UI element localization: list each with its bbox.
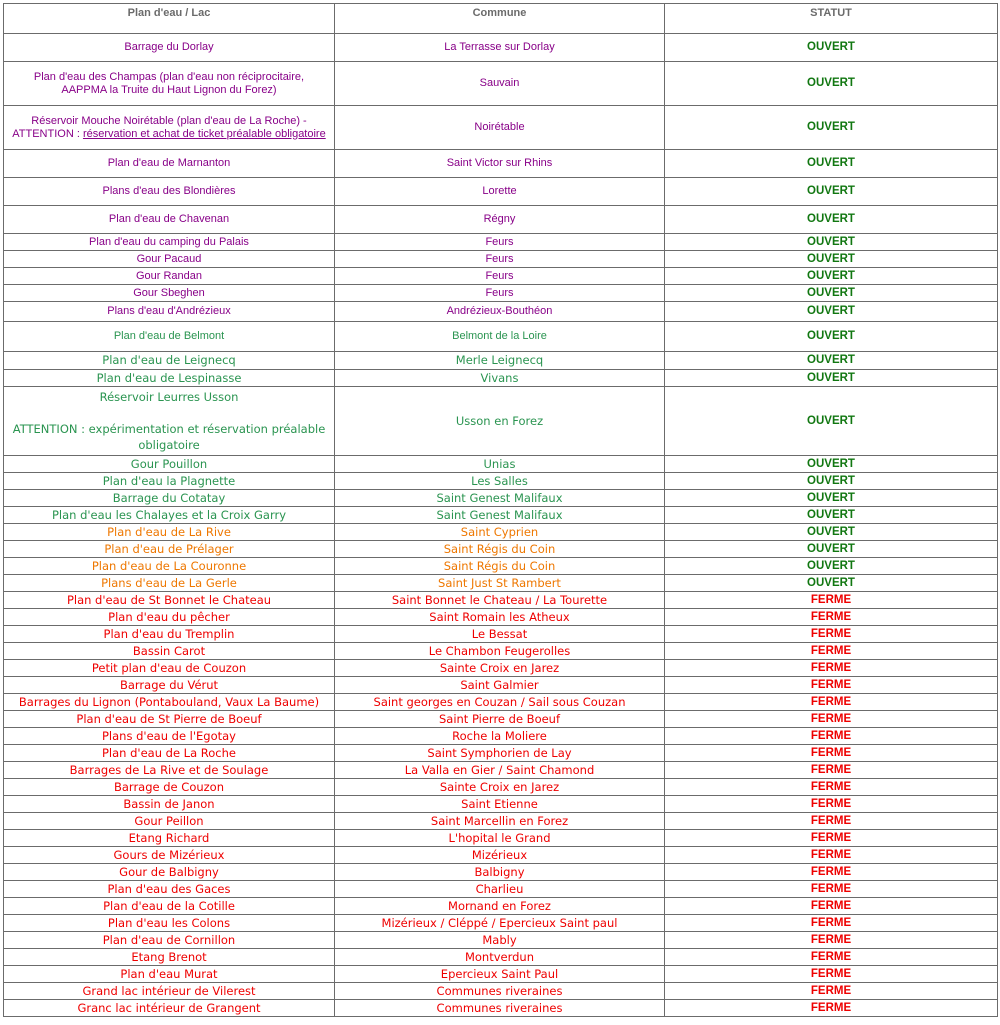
status-cell: OUVERT <box>665 62 998 106</box>
status-cell: FERME <box>665 983 998 1000</box>
status-cell: FERME <box>665 830 998 847</box>
commune-cell: Lorette <box>335 178 665 206</box>
status-cell: FERME <box>665 660 998 677</box>
commune-cell: Balbigny <box>335 864 665 881</box>
lake-name: Plans d'eau d'Andrézieux <box>4 302 335 322</box>
table-row <box>4 847 998 864</box>
status-cell: FERME <box>665 609 998 626</box>
table-row <box>4 677 998 694</box>
status-cell: FERME <box>665 592 998 609</box>
commune-cell: Sauvain <box>335 62 665 106</box>
status-cell: OUVERT <box>665 352 998 370</box>
commune-cell: Epercieux Saint Paul <box>335 966 665 983</box>
commune-cell: Saint georges en Couzan / Sail sous Couzan <box>335 694 665 711</box>
table-row <box>4 711 998 728</box>
status-cell: OUVERT <box>665 490 998 507</box>
status-cell: FERME <box>665 813 998 830</box>
table-row <box>4 456 998 473</box>
commune-cell: Merle Leignecq <box>335 352 665 370</box>
commune-cell: Roche la Moliere <box>335 728 665 745</box>
status-cell: OUVERT <box>665 370 998 387</box>
table-row <box>4 643 998 660</box>
table-row <box>4 62 998 106</box>
table-header-row <box>4 4 998 34</box>
status-cell: OUVERT <box>665 234 998 251</box>
table-row <box>4 524 998 541</box>
lake-name: Gour Pacaud <box>4 251 335 268</box>
status-cell: FERME <box>665 762 998 779</box>
lake-name: Barrage du Vérut <box>4 677 335 694</box>
commune-cell: Montverdun <box>335 949 665 966</box>
commune-cell: Saint Bonnet le Chateau / La Tourette <box>335 592 665 609</box>
status-cell: FERME <box>665 864 998 881</box>
status-cell: OUVERT <box>665 387 998 456</box>
lake-name-line: ATTENTION : <box>12 127 83 140</box>
status-cell: OUVERT <box>665 302 998 322</box>
commune-cell: Feurs <box>335 251 665 268</box>
table-row <box>4 206 998 234</box>
commune-cell: Saint Galmier <box>335 677 665 694</box>
table-row <box>4 490 998 507</box>
lake-name: Barrage de Couzon <box>4 779 335 796</box>
status-cell: FERME <box>665 898 998 915</box>
table-row <box>4 34 998 62</box>
table-row <box>4 302 998 322</box>
table-row <box>4 150 998 178</box>
commune-cell: Communes riveraines <box>335 1000 665 1017</box>
commune-cell: Régny <box>335 206 665 234</box>
status-cell: OUVERT <box>665 285 998 302</box>
lake-name: Plan d'eau des Gaces <box>4 881 335 898</box>
commune-cell: La Terrasse sur Dorlay <box>335 34 665 62</box>
lake-name: Gours de Mizérieux <box>4 847 335 864</box>
lake-name: Petit plan d'eau de Couzon <box>4 660 335 677</box>
lake-name: Plan d'eau la Plagnette <box>4 473 335 490</box>
status-cell: FERME <box>665 949 998 966</box>
table-row <box>4 1000 998 1017</box>
commune-cell: Communes riveraines <box>335 983 665 1000</box>
lake-name: Plan d'eau de St Bonnet le Chateau <box>4 592 335 609</box>
status-cell: OUVERT <box>665 34 998 62</box>
lake-name: Barrages du Lignon (Pontabouland, Vaux La Baume) <box>4 694 335 711</box>
lake-name: Barrages de La Rive et de Soulage <box>4 762 335 779</box>
commune-cell: Le Bessat <box>335 626 665 643</box>
status-cell: FERME <box>665 779 998 796</box>
lake-name: Bassin de Janon <box>4 796 335 813</box>
lake-name-line: Réservoir Leurres Usson <box>99 390 239 404</box>
table-row <box>4 762 998 779</box>
commune-cell: Saint Genest Malifaux <box>335 490 665 507</box>
table-row <box>4 370 998 387</box>
table-row <box>4 694 998 711</box>
table-row <box>4 830 998 847</box>
status-cell: FERME <box>665 745 998 762</box>
lake-name: Plan d'eau du pêcher <box>4 609 335 626</box>
table-row <box>4 881 998 898</box>
lake-name: Bassin Carot <box>4 643 335 660</box>
commune-cell: Les Salles <box>335 473 665 490</box>
header-statut: STATUT <box>665 4 998 34</box>
commune-cell: Sainte Croix en Jarez <box>335 660 665 677</box>
commune-cell: Unias <box>335 456 665 473</box>
lakes-status-table <box>3 3 998 1017</box>
lake-name: Plan d'eau du Tremplin <box>4 626 335 643</box>
table-row <box>4 558 998 575</box>
table-row <box>4 541 998 558</box>
table-row <box>4 660 998 677</box>
commune-cell: Noirétable <box>335 106 665 150</box>
status-cell: OUVERT <box>665 507 998 524</box>
table-row <box>4 932 998 949</box>
lake-name: Plan d'eau de Leignecq <box>4 352 335 370</box>
table-row <box>4 813 998 830</box>
lake-name: Plan d'eau les Chalayes et la Croix Garry <box>4 507 335 524</box>
status-cell: OUVERT <box>665 322 998 352</box>
lake-name-line: Plan d'eau des Champas (plan d'eau non réciprocitaire, <box>33 70 305 83</box>
lake-name: Plan d'eau les Colons <box>4 915 335 932</box>
status-cell: FERME <box>665 915 998 932</box>
commune-cell: Saint Marcellin en Forez <box>335 813 665 830</box>
lake-name-line: Réservoir Mouche Noirétable (plan d'eau de La Roche) - <box>31 114 307 127</box>
lake-name: Plan d'eau de Prélager <box>4 541 335 558</box>
status-cell: OUVERT <box>665 251 998 268</box>
lake-name: Plan d'eau de St Pierre de Boeuf <box>4 711 335 728</box>
lake-name: Plan d'eau de La Couronne <box>4 558 335 575</box>
lake-name: Grand lac intérieur de Vilerest <box>4 983 335 1000</box>
status-cell: FERME <box>665 966 998 983</box>
status-cell: FERME <box>665 711 998 728</box>
table-row <box>4 251 998 268</box>
commune-cell: Le Chambon Feugerolles <box>335 643 665 660</box>
status-cell: FERME <box>665 694 998 711</box>
status-cell: OUVERT <box>665 206 998 234</box>
commune-cell: Saint Etienne <box>335 796 665 813</box>
commune-cell: Belmont de la Loire <box>335 322 665 352</box>
commune-cell: Saint Régis du Coin <box>335 541 665 558</box>
lake-name-line: ATTENTION : expérimentation et réservation préalable <box>12 422 326 436</box>
lake-name <box>4 106 335 150</box>
lake-name: Etang Brenot <box>4 949 335 966</box>
table-row <box>4 234 998 251</box>
commune-cell: Saint Cyprien <box>335 524 665 541</box>
header-commune: Commune <box>335 4 665 34</box>
table-row <box>4 575 998 592</box>
table-row <box>4 796 998 813</box>
commune-cell: Saint Symphorien de Lay <box>335 745 665 762</box>
commune-cell: Vivans <box>335 370 665 387</box>
lake-name <box>4 62 335 106</box>
status-cell: FERME <box>665 847 998 864</box>
lake-name: Plan d'eau de Cornillon <box>4 932 335 949</box>
table-row <box>4 178 998 206</box>
table-row <box>4 609 998 626</box>
lake-name: Plans d'eau de l'Egotay <box>4 728 335 745</box>
lake-name: Plan d'eau de Lespinasse <box>4 370 335 387</box>
table-row <box>4 387 998 456</box>
status-cell: OUVERT <box>665 150 998 178</box>
status-cell: OUVERT <box>665 558 998 575</box>
table-row <box>4 949 998 966</box>
commune-cell: Saint Victor sur Rhins <box>335 150 665 178</box>
lake-name: Gour Pouillon <box>4 456 335 473</box>
table-row <box>4 285 998 302</box>
lake-name: Plans d'eau de La Gerle <box>4 575 335 592</box>
lake-name: Gour Sbeghen <box>4 285 335 302</box>
status-cell: FERME <box>665 881 998 898</box>
commune-cell: Saint Pierre de Boeuf <box>335 711 665 728</box>
lake-name: Plan d'eau de Chavenan <box>4 206 335 234</box>
status-cell: OUVERT <box>665 106 998 150</box>
table-row <box>4 626 998 643</box>
status-cell: OUVERT <box>665 268 998 285</box>
status-cell: OUVERT <box>665 178 998 206</box>
commune-cell: Feurs <box>335 285 665 302</box>
status-cell: FERME <box>665 1000 998 1017</box>
table-row <box>4 898 998 915</box>
commune-cell: Usson en Forez <box>335 387 665 456</box>
lake-name: Gour Peillon <box>4 813 335 830</box>
lake-name: Granc lac intérieur de Grangent <box>4 1000 335 1017</box>
status-cell: OUVERT <box>665 524 998 541</box>
commune-cell: Saint Régis du Coin <box>335 558 665 575</box>
commune-cell: Feurs <box>335 234 665 251</box>
lake-name-line: AAPPMA la Truite du Haut Lignon du Forez) <box>61 83 277 96</box>
lake-name: Gour Randan <box>4 268 335 285</box>
commune-cell: Andrézieux-Bouthéon <box>335 302 665 322</box>
table-row <box>4 473 998 490</box>
status-cell: OUVERT <box>665 541 998 558</box>
status-cell: FERME <box>665 932 998 949</box>
commune-cell: Sainte Croix en Jarez <box>335 779 665 796</box>
status-cell: FERME <box>665 728 998 745</box>
lake-name: Gour de Balbigny <box>4 864 335 881</box>
lake-name: Barrage du Cotatay <box>4 490 335 507</box>
table-row <box>4 728 998 745</box>
status-cell: OUVERT <box>665 473 998 490</box>
commune-cell: Mornand en Forez <box>335 898 665 915</box>
lake-name: Plan d'eau Murat <box>4 966 335 983</box>
lake-name: Plan d'eau de Marnanton <box>4 150 335 178</box>
commune-cell: L'hopital le Grand <box>335 830 665 847</box>
lake-name: Plan d'eau de la Cotille <box>4 898 335 915</box>
lake-name: Plan d'eau de La Roche <box>4 745 335 762</box>
table-row <box>4 352 998 370</box>
table-row <box>4 966 998 983</box>
status-cell: FERME <box>665 626 998 643</box>
table-row <box>4 507 998 524</box>
reservation-link[interactable]: réservation et achat de ticket préalable obligatoire <box>82 127 326 140</box>
commune-cell: Feurs <box>335 268 665 285</box>
table-row <box>4 106 998 150</box>
lake-name-line: obligatoire <box>138 438 200 452</box>
commune-cell: La Valla en Gier / Saint Chamond <box>335 762 665 779</box>
status-cell: FERME <box>665 677 998 694</box>
table-row <box>4 915 998 932</box>
table-row <box>4 779 998 796</box>
header-name: Plan d'eau / Lac <box>4 4 335 34</box>
lake-name <box>4 387 335 456</box>
status-cell: FERME <box>665 796 998 813</box>
lake-name: Plan d'eau du camping du Palais <box>4 234 335 251</box>
table-row <box>4 983 998 1000</box>
lake-name: Barrage du Dorlay <box>4 34 335 62</box>
commune-cell: Mably <box>335 932 665 949</box>
lake-name: Plans d'eau des Blondières <box>4 178 335 206</box>
table-row <box>4 322 998 352</box>
table-row <box>4 592 998 609</box>
lake-name: Plan d'eau de Belmont <box>4 322 335 352</box>
status-cell: OUVERT <box>665 575 998 592</box>
status-cell: FERME <box>665 643 998 660</box>
commune-cell: Saint Just St Rambert <box>335 575 665 592</box>
commune-cell: Saint Genest Malifaux <box>335 507 665 524</box>
lake-name: Etang Richard <box>4 830 335 847</box>
commune-cell: Mizérieux / Cléppé / Epercieux Saint paul <box>335 915 665 932</box>
status-cell: OUVERT <box>665 456 998 473</box>
table-row <box>4 268 998 285</box>
commune-cell: Mizérieux <box>335 847 665 864</box>
commune-cell: Saint Romain les Atheux <box>335 609 665 626</box>
table-row <box>4 745 998 762</box>
lake-name: Plan d'eau de La Rive <box>4 524 335 541</box>
commune-cell: Charlieu <box>335 881 665 898</box>
table-row <box>4 864 998 881</box>
